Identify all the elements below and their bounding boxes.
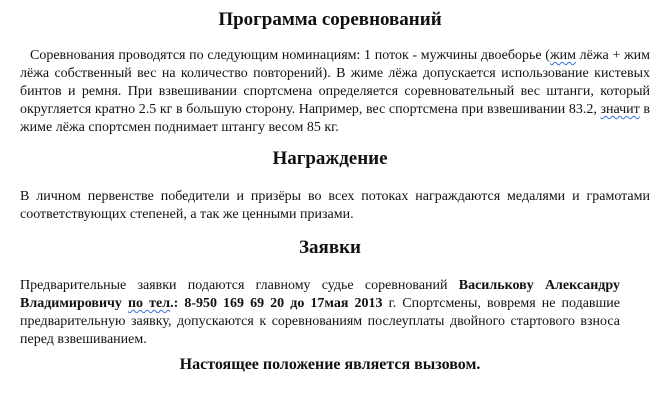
- text-run: .:: [170, 296, 185, 311]
- applications-paragraph: [20, 277, 620, 349]
- text-run: Предварительные заявки подаются главному судье соревнований: [20, 278, 459, 293]
- phone-and-deadline: 8-950 169 69 20 до 17мая 2013: [184, 296, 383, 311]
- section-title-competition-program: Программа соревнований: [218, 9, 442, 30]
- awards-paragraph: В личном первенстве победители и призёры во всех потоках награждаются медалями и грамотами соответствующих степеней, а так же ценными призами.: [20, 189, 650, 222]
- spellcheck-word: по тел: [127, 296, 171, 311]
- text-run: Соревнования проводятся по следующим номинациям: 1 поток - мужчины двоеборье (: [30, 48, 550, 63]
- competition-program-paragraph: [20, 47, 650, 137]
- text-run: г. Спортсмены, вовремя не подавшие предварительную заявку, допускаются к соревнованиям послеуплаты двойного стартового взноса перед взвешиванием.: [20, 296, 621, 347]
- text-run: в жиме лёжа спортсмен поднимает штангу весом 85 кг.: [20, 102, 650, 135]
- spellcheck-word: значит: [600, 102, 640, 117]
- section-title-applications: Заявки: [299, 237, 361, 258]
- judge-name: Васильковy Александру Владимировичу: [20, 278, 620, 311]
- text-run: лёжа + жим лёжа собственный вес на количество повторений). В жиме лёжа допускается использование кистевых бинтов и ремня. При взвешивании спортсмена определяется соревновательный вес штанги, который округляется кратно 2.5 кг в большую сторону. Например, вес спортсмена при взвешивании 83.2,: [20, 48, 650, 117]
- spellcheck-word: жим: [549, 48, 576, 63]
- section-title-awards: Награждение: [272, 148, 388, 169]
- closing-statement: Настоящее положение является вызовом.: [179, 356, 481, 373]
